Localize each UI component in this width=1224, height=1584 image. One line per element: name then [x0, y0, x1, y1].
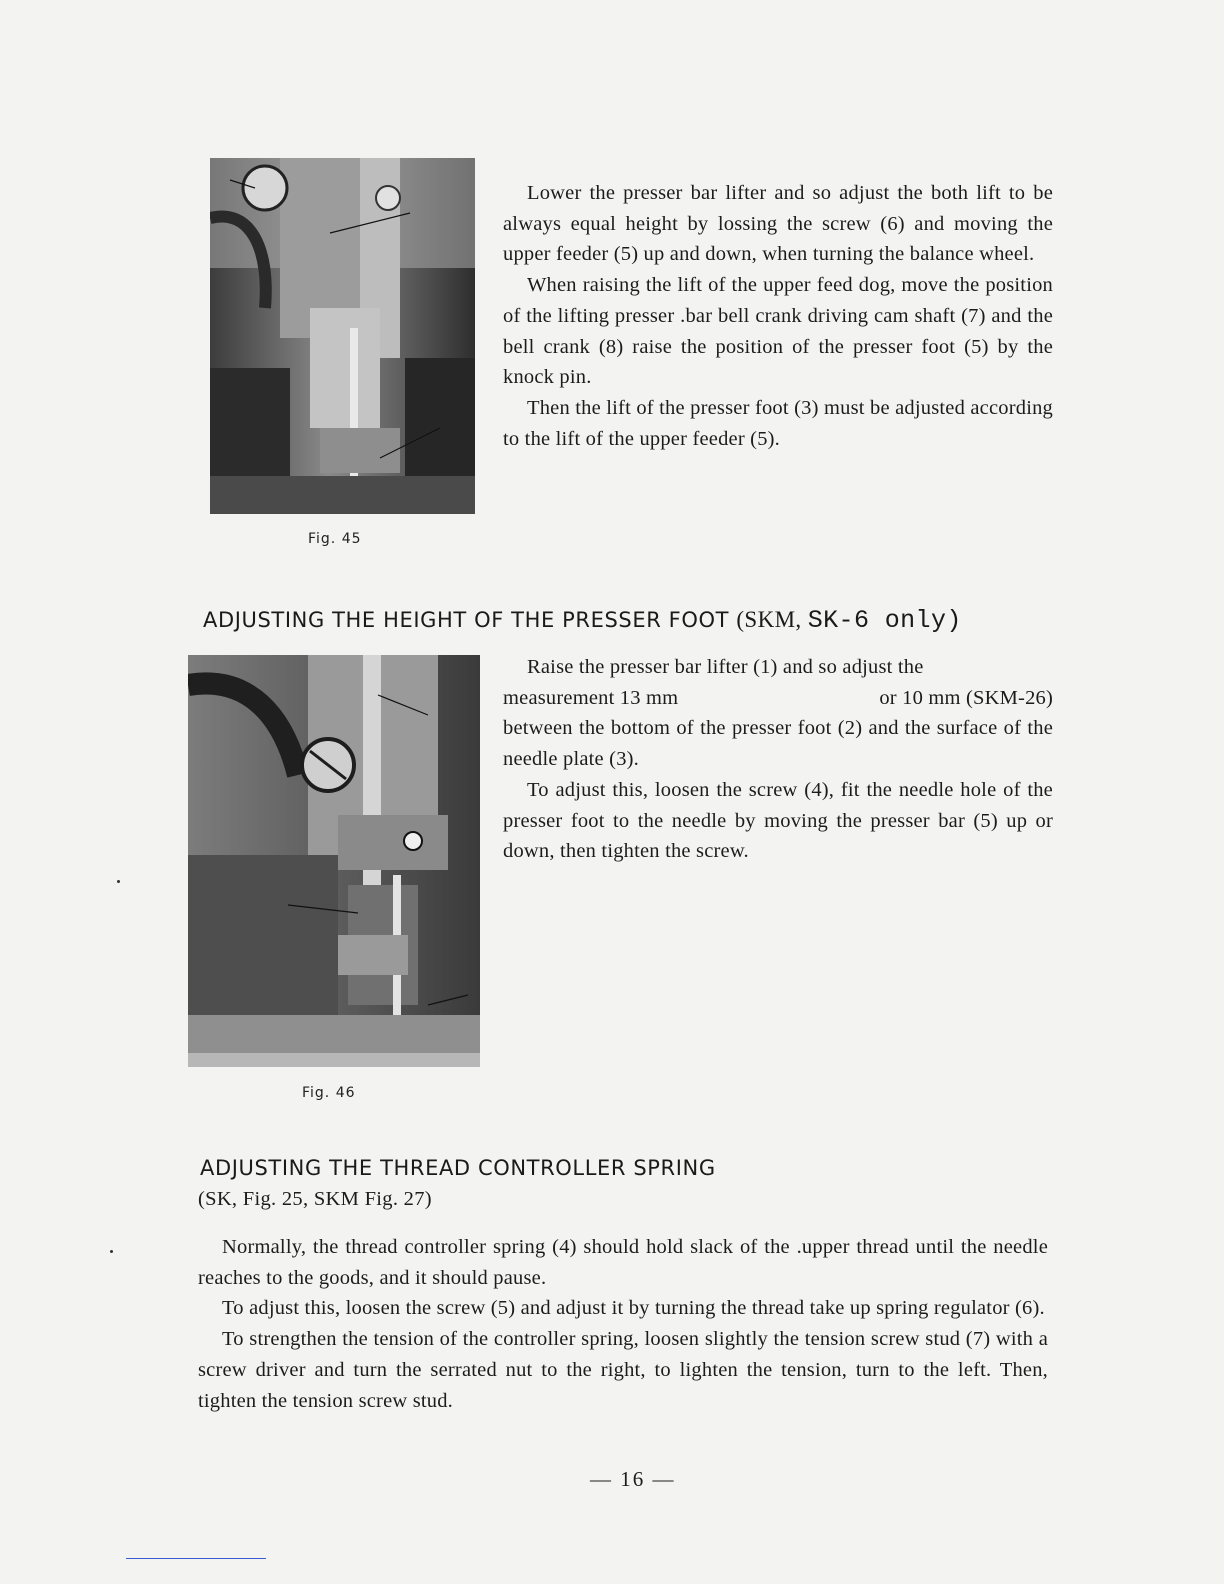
measurement-left: measurement 13 mm	[503, 686, 679, 709]
measurement-right: or 10 mm (SKM-26)	[879, 686, 1053, 709]
figure-45-caption: Fig. 45	[308, 531, 362, 547]
section-heading-thread-controller: ADJUSTING THE THREAD CONTROLLER SPRING	[200, 1156, 716, 1180]
section-subheading: (SK, Fig. 25, SKM Fig. 27)	[198, 1188, 432, 1210]
paragraph: When raising the lift of the upper feed dog, move the position of the lifting presser .bar bell crank driving cam shaft (7) and the bell crank (8) raise the position of the presser foot (5) by the knock pin.	[503, 274, 1053, 389]
paragraph: Normally, the thread controller spring (4) should hold slack of the .upper thread until the needle reaches to the goods, and it should pause.	[198, 1236, 1048, 1289]
thread-controller-instructions	[198, 1232, 1048, 1416]
blue-underline-mark	[126, 1558, 266, 1559]
paragraph: Lower the presser bar lifter and so adjust the both lift to be always equal height by lossing the screw (6) and moving the upper feeder (5) up and down, when turning the balance wheel.	[503, 182, 1053, 266]
heading-note: (SKM, SK-6 only)	[736, 606, 962, 635]
paragraph: To strengthen the tension of the controller spring, loosen slightly the tension screw stud (7) with a screw driver and turn the serrated nut to the right, to lighten the tension, turn to the left. Then, tighten the tension screw stud.	[198, 1328, 1048, 1412]
page-number: — 16 —	[590, 1467, 676, 1491]
heading-text: ADJUSTING THE HEIGHT OF THE PRESSER FOOT	[203, 608, 730, 632]
paragraph: Raise the presser bar lifter (1) and so adjust the measurement 13 mm or 10 mm (SKM-26) between the bottom of the presser foot (2) and the surface of the needle plate (3).	[503, 656, 1053, 771]
paragraph: To adjust this, loosen the screw (4), fit the needle hole of the presser foot to the needle by moving the presser bar (5) up or down, then tighten the screw.	[503, 778, 1053, 863]
presser-foot-height-instructions	[503, 652, 1053, 867]
scan-speck	[117, 880, 120, 883]
figure-45-photo	[210, 158, 475, 514]
figure-46-photo	[188, 655, 480, 1067]
paragraph: To adjust this, loosen the screw (5) and adjust it by turning the thread take up spring regulator (6).	[222, 1297, 1045, 1320]
paragraph: Then the lift of the presser foot (3) must be adjusted according to the lift of the upper feeder (5).	[503, 396, 1053, 450]
scan-speck	[110, 1250, 113, 1253]
presser-lift-instructions	[503, 178, 1053, 454]
section-heading-presser-foot-height	[203, 606, 962, 635]
figure-46-caption: Fig. 46	[302, 1085, 356, 1101]
